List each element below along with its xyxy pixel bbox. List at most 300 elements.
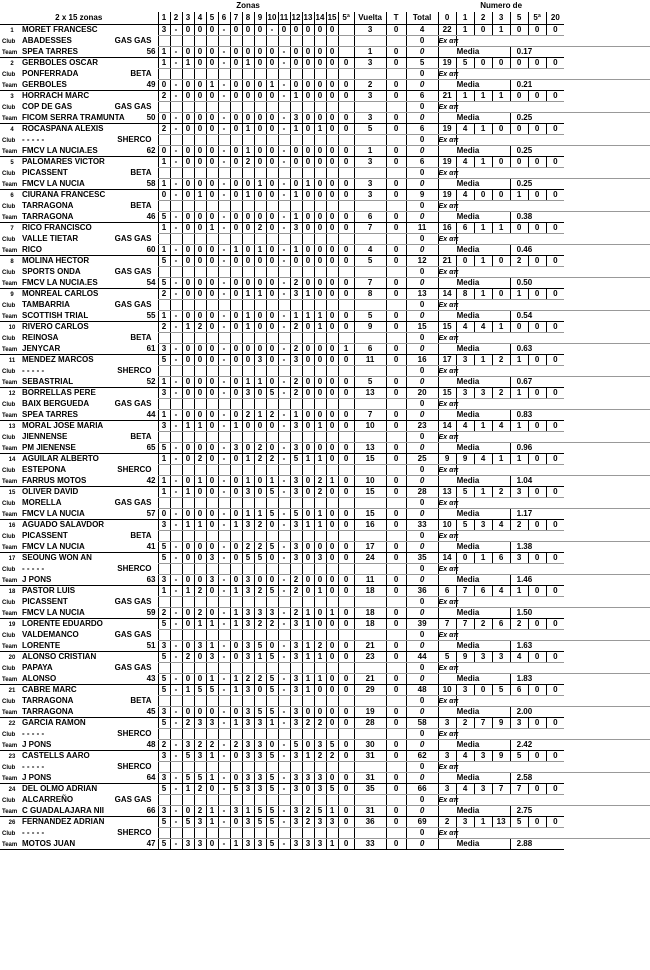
zone-score: 0 xyxy=(194,58,206,69)
rider-rank: 1 xyxy=(10,28,14,35)
zone-score: 1 xyxy=(206,806,218,817)
empty-cell xyxy=(206,828,218,839)
club-cell xyxy=(0,300,158,311)
zone-score: 3 xyxy=(254,608,266,619)
empty-cell xyxy=(338,696,354,707)
zone-score: - xyxy=(170,80,182,91)
score-count: 1 xyxy=(456,91,474,102)
empty-cell xyxy=(194,795,206,806)
zone-score: - xyxy=(170,212,182,223)
empty-cell xyxy=(338,333,354,344)
zone-score: 1 xyxy=(242,322,254,333)
rider-name-cell xyxy=(0,91,158,102)
zone-score: 3 xyxy=(290,839,302,850)
zone-score: 1 xyxy=(314,322,326,333)
empty-cell xyxy=(386,564,406,575)
zone-score: 0 xyxy=(326,344,338,355)
blank xyxy=(456,333,650,344)
team-cell xyxy=(0,542,158,553)
score-count: 4 xyxy=(474,454,492,465)
empty-cell xyxy=(326,234,338,245)
empty-cell xyxy=(290,696,302,707)
empty-cell xyxy=(242,795,254,806)
score-count: 0 xyxy=(528,256,546,267)
zone-score: - xyxy=(218,707,230,718)
time-penalty: 0 xyxy=(386,553,406,564)
zone-score: 1 xyxy=(254,509,266,520)
empty-cell xyxy=(314,399,326,410)
time-penalty: 0 xyxy=(386,58,406,69)
zone-score: 3 xyxy=(254,718,266,729)
zone-col: 7 xyxy=(230,12,242,25)
zone-score: 2 xyxy=(194,784,206,795)
empty-cell xyxy=(206,630,218,641)
zone-score: - xyxy=(170,223,182,234)
empty-cell xyxy=(290,168,302,179)
team-name: J PONS xyxy=(22,739,52,749)
club-name: VALLE TIETAR xyxy=(22,234,79,243)
zone-score: 5 xyxy=(230,784,242,795)
media-total: 0 xyxy=(406,344,438,355)
zone-score: 0 xyxy=(182,124,194,135)
zone-score: - xyxy=(218,674,230,685)
zone-score: 0 xyxy=(278,25,290,36)
empty-cell xyxy=(314,168,326,179)
team-name: SCOTTISH TRIAL xyxy=(22,310,89,320)
media-total: 0 xyxy=(406,509,438,520)
ex-time: 0 xyxy=(406,564,438,575)
fifth-score: 0 xyxy=(338,245,354,256)
empty-cell xyxy=(254,630,266,641)
zone-score: 1 xyxy=(194,520,206,531)
media-total: 0 xyxy=(406,47,438,58)
team-cell xyxy=(0,212,158,223)
zone-score: - xyxy=(278,311,290,322)
club-label: Club xyxy=(2,633,16,639)
time-penalty: 0 xyxy=(386,542,406,553)
empty-cell xyxy=(206,663,218,674)
score-count: 9 xyxy=(492,718,510,729)
empty-cell xyxy=(278,333,290,344)
rider-name-cell xyxy=(0,784,158,795)
team-label: Team xyxy=(2,115,18,122)
bike-brand: GAS GAS xyxy=(114,662,152,672)
media-total: 0 xyxy=(406,311,438,322)
zone-score: 0 xyxy=(326,619,338,630)
zone-score: 2 xyxy=(290,575,302,586)
empty-cell xyxy=(386,630,406,641)
team-label: Team xyxy=(2,478,18,485)
score-count: 0 xyxy=(546,289,564,300)
empty-cell xyxy=(302,366,314,377)
zone-score: - xyxy=(218,47,230,58)
rider-name-cell xyxy=(0,454,158,465)
time-penalty: 0 xyxy=(386,520,406,531)
empty-cell xyxy=(302,465,314,476)
lap-total: 11 xyxy=(354,355,386,366)
zone-score: 0 xyxy=(182,146,194,157)
empty-cell xyxy=(290,366,302,377)
zone-score: 3 xyxy=(206,652,218,663)
zone-score: 1 xyxy=(206,223,218,234)
empty-cell xyxy=(338,300,354,311)
bike-brand: SHERCO xyxy=(117,728,152,738)
empty-cell xyxy=(194,762,206,773)
score-count: 3 xyxy=(474,751,492,762)
empty-cell xyxy=(170,432,182,443)
score-count: 1 xyxy=(510,289,528,300)
zone-score: - xyxy=(278,113,290,124)
zone-score: 5 xyxy=(194,685,206,696)
rider-row-club xyxy=(0,531,650,542)
empty-cell xyxy=(158,630,170,641)
empty-cell xyxy=(254,399,266,410)
zone-score: - xyxy=(170,718,182,729)
zone-score: 0 xyxy=(230,641,242,652)
empty-cell xyxy=(314,234,326,245)
empty-cell xyxy=(218,168,230,179)
zone-score: 5 xyxy=(158,553,170,564)
fifth-score: 0 xyxy=(338,839,354,850)
zone-score: 0 xyxy=(326,223,338,234)
empty-cell xyxy=(266,36,278,47)
empty-cell xyxy=(354,564,386,575)
empty-cell xyxy=(266,762,278,773)
empty-cell xyxy=(194,234,206,245)
empty-cell xyxy=(326,201,338,212)
fifth-score: 0 xyxy=(338,410,354,421)
empty-cell xyxy=(354,135,386,146)
zone-score: 3 xyxy=(242,652,254,663)
zone-score: 0 xyxy=(230,817,242,828)
score-count: 0 xyxy=(546,157,564,168)
empty-cell xyxy=(302,69,314,80)
score-count: 3 xyxy=(510,487,528,498)
empty-cell xyxy=(386,729,406,740)
fifth-score: 0 xyxy=(338,278,354,289)
zone-score: 2 xyxy=(302,817,314,828)
rider-rank: 13 xyxy=(8,424,16,431)
fifth-score: 0 xyxy=(338,641,354,652)
zone-score: 1 xyxy=(242,190,254,201)
zone-score: 2 xyxy=(194,740,206,751)
empty-cell xyxy=(170,267,182,278)
zone-score: - xyxy=(170,124,182,135)
zone-score: 5 xyxy=(158,443,170,454)
zone-score: 1 xyxy=(314,520,326,531)
club-cell xyxy=(0,69,158,80)
empty-cell xyxy=(218,531,230,542)
zone-score: 0 xyxy=(242,421,254,432)
score-count: 1 xyxy=(474,421,492,432)
zone-score: 0 xyxy=(230,25,242,36)
zone-score: 1 xyxy=(158,179,170,190)
empty-cell xyxy=(242,729,254,740)
time-penalty: 0 xyxy=(386,839,406,850)
empty-cell xyxy=(266,267,278,278)
fifth-score: 0 xyxy=(338,718,354,729)
team-label: Team xyxy=(2,808,18,815)
zone-score: 0 xyxy=(242,47,254,58)
zone-score: 0 xyxy=(326,707,338,718)
media-value: 0.25 xyxy=(510,146,564,157)
zone-score: 2 xyxy=(254,223,266,234)
team-cell xyxy=(0,146,158,157)
fifth-score xyxy=(338,47,354,58)
zone-score: 5 xyxy=(242,553,254,564)
zone-score: 3 xyxy=(206,718,218,729)
zone-score: - xyxy=(170,674,182,685)
lap-total: 6 xyxy=(354,344,386,355)
empty-cell xyxy=(230,102,242,113)
club-cell xyxy=(0,366,158,377)
lap-total: 9 xyxy=(354,322,386,333)
rider-number: 54 xyxy=(146,277,156,287)
media-label: Media xyxy=(438,443,510,454)
rider-name-cell xyxy=(0,751,158,762)
zone-score: 3 xyxy=(254,773,266,784)
zone-score: 0 xyxy=(206,256,218,267)
empty-cell xyxy=(170,531,182,542)
empty-cell xyxy=(158,201,170,212)
empty-cell xyxy=(302,828,314,839)
zone-score: 5 xyxy=(206,685,218,696)
zone-score: 0 xyxy=(194,542,206,553)
lap-total: 24 xyxy=(354,553,386,564)
empty-cell xyxy=(326,531,338,542)
zone-score: 0 xyxy=(314,443,326,454)
zone-score: 2 xyxy=(158,124,170,135)
lap-total: 35 xyxy=(354,784,386,795)
zone-score: 2 xyxy=(314,476,326,487)
rider-name: AGUADO SALAVDOR xyxy=(22,520,105,530)
lap-total: 3 xyxy=(354,58,386,69)
zone-score: 0 xyxy=(206,190,218,201)
zone-score: 0 xyxy=(242,344,254,355)
empty-cell xyxy=(354,729,386,740)
rider-rank: 10 xyxy=(8,325,16,332)
zone-score: 5 xyxy=(158,256,170,267)
empty-cell xyxy=(302,663,314,674)
empty-cell xyxy=(266,531,278,542)
zone-score: 0 xyxy=(194,91,206,102)
media-total: 0 xyxy=(406,641,438,652)
empty-cell xyxy=(290,36,302,47)
zone-score: 0 xyxy=(182,619,194,630)
zone-score: 0 xyxy=(230,542,242,553)
media-value: 1.04 xyxy=(510,476,564,487)
empty-cell xyxy=(194,135,206,146)
ex-time: 0 xyxy=(406,69,438,80)
zone-score: - xyxy=(278,740,290,751)
empty-cell xyxy=(218,795,230,806)
empty-cell xyxy=(254,762,266,773)
empty-cell xyxy=(254,36,266,47)
zone-score: 1 xyxy=(242,311,254,322)
empty-cell xyxy=(354,102,386,113)
empty-cell xyxy=(230,498,242,509)
zone-score: - xyxy=(170,806,182,817)
zone-score: 5 xyxy=(254,806,266,817)
empty-cell xyxy=(254,531,266,542)
empty-cell xyxy=(338,663,354,674)
empty-cell xyxy=(182,399,194,410)
club-label: Club xyxy=(2,798,16,804)
grand-total: 4 xyxy=(406,25,438,36)
rider-name: CASTELLS AARO xyxy=(22,751,90,761)
rider-rank: 20 xyxy=(8,655,16,662)
zone-score: 1 xyxy=(182,586,194,597)
zone-score: 0 xyxy=(158,190,170,201)
zone-score: 0 xyxy=(314,278,326,289)
empty-cell xyxy=(338,729,354,740)
score-count: 1 xyxy=(492,223,510,234)
zone-score: 0 xyxy=(266,289,278,300)
lap-total: 7 xyxy=(354,223,386,234)
zone-score: 0 xyxy=(206,289,218,300)
empty-cell xyxy=(314,366,326,377)
empty-cell xyxy=(242,300,254,311)
score-count: 1 xyxy=(510,586,528,597)
ex-time: 0 xyxy=(406,465,438,476)
rider-name-cell xyxy=(0,619,158,630)
empty-cell xyxy=(170,300,182,311)
empty-cell xyxy=(242,564,254,575)
header-row-1 xyxy=(0,0,650,12)
club-label: Club xyxy=(2,435,16,441)
score-count: 0 xyxy=(546,784,564,795)
zone-score: 0 xyxy=(326,58,338,69)
bike-brand: SHERCO xyxy=(117,563,152,573)
zone-score: 1 xyxy=(158,476,170,487)
lap-total: 3 xyxy=(354,91,386,102)
lap-total: 21 xyxy=(354,674,386,685)
zone-score: 5 xyxy=(266,784,278,795)
zone-score: 0 xyxy=(302,245,314,256)
zone-score: 0 xyxy=(254,278,266,289)
club-cell xyxy=(0,102,158,113)
zone-score: 0 xyxy=(326,586,338,597)
media-total: 0 xyxy=(406,410,438,421)
zone-score: 0 xyxy=(230,487,242,498)
team-name: FMCV LA NUCIA xyxy=(22,607,85,617)
zone-score: 0 xyxy=(182,641,194,652)
rider-row-club xyxy=(0,366,650,377)
club-name: COP DE GAS xyxy=(22,102,73,111)
time-penalty: 0 xyxy=(386,817,406,828)
zone-score: 0 xyxy=(254,311,266,322)
score-count: 2 xyxy=(510,520,528,531)
zone-score: 2 xyxy=(290,388,302,399)
count-col: 5ª xyxy=(528,12,546,25)
lap-total: 3 xyxy=(354,113,386,124)
zone-score: - xyxy=(218,278,230,289)
empty-cell xyxy=(230,795,242,806)
zone-score: 0 xyxy=(194,377,206,388)
empty-cell xyxy=(242,630,254,641)
zone-score: 0 xyxy=(206,707,218,718)
rider-row-lap1 xyxy=(0,190,650,201)
team-label: Team xyxy=(2,445,18,452)
score-count: 6 xyxy=(456,223,474,234)
empty-cell xyxy=(386,663,406,674)
empty-cell xyxy=(158,399,170,410)
club-name: ABADESSES xyxy=(22,36,72,45)
empty-cell xyxy=(278,399,290,410)
time-penalty: 0 xyxy=(386,311,406,322)
zone-score: 3 xyxy=(242,817,254,828)
rider-row-club xyxy=(0,564,650,575)
empty-cell xyxy=(218,135,230,146)
rider-row-lap1 xyxy=(0,25,650,36)
rider-number: 59 xyxy=(146,607,156,617)
empty-cell xyxy=(278,366,290,377)
media-total: 0 xyxy=(406,740,438,751)
score-count: 1 xyxy=(510,355,528,366)
fifth-score: 1 xyxy=(338,344,354,355)
zone-score: 1 xyxy=(182,487,194,498)
score-count: 3 xyxy=(510,553,528,564)
zone-score: - xyxy=(278,509,290,520)
media-value: 1.83 xyxy=(510,674,564,685)
ex-time: 0 xyxy=(406,597,438,608)
zone-score: 2 xyxy=(314,718,326,729)
score-count: 0 xyxy=(528,487,546,498)
lap-total: 18 xyxy=(354,619,386,630)
grand-total: 6 xyxy=(406,124,438,135)
zone-score: 0 xyxy=(230,190,242,201)
zone-score: - xyxy=(278,619,290,630)
empty-cell xyxy=(266,465,278,476)
grand-total: 48 xyxy=(406,685,438,696)
zone-score: 0 xyxy=(326,322,338,333)
empty-cell xyxy=(290,795,302,806)
empty-cell xyxy=(338,399,354,410)
zone-score: 3 xyxy=(290,619,302,630)
zone-score: 0 xyxy=(230,179,242,190)
team-cell xyxy=(0,410,158,421)
score-count: 0 xyxy=(528,58,546,69)
empty-cell xyxy=(314,663,326,674)
zone-score: 0 xyxy=(266,256,278,267)
zone-score: - xyxy=(218,344,230,355)
bike-brand: GAS GAS xyxy=(114,233,152,243)
zone-score: 1 xyxy=(182,784,194,795)
zone-score: 1 xyxy=(254,245,266,256)
bike-brand: GAS GAS xyxy=(114,35,152,45)
rider-number: 52 xyxy=(146,376,156,386)
zone-score: - xyxy=(218,157,230,168)
lap-total: 3 xyxy=(354,190,386,201)
team-name: ALONSO xyxy=(22,673,57,683)
zone-score: - xyxy=(278,806,290,817)
bike-brand: BETA xyxy=(130,200,152,210)
empty-cell xyxy=(230,663,242,674)
score-count: 17 xyxy=(438,355,456,366)
zone-score: - xyxy=(278,80,290,91)
empty-cell xyxy=(290,729,302,740)
team-cell xyxy=(0,707,158,718)
empty-cell xyxy=(254,696,266,707)
format-label: 2 x 15 zonas xyxy=(0,12,158,25)
club-cell xyxy=(0,267,158,278)
empty-cell xyxy=(386,696,406,707)
empty-cell xyxy=(278,597,290,608)
team-cell xyxy=(0,311,158,322)
zone-score: 0 xyxy=(266,421,278,432)
empty-cell xyxy=(338,102,354,113)
count-col: 2 xyxy=(474,12,492,25)
